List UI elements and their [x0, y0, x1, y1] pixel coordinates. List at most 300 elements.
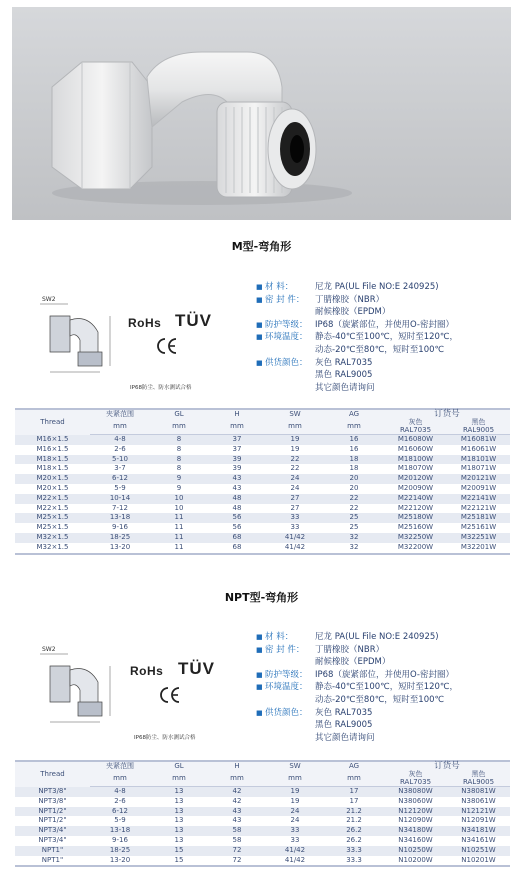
bullet-square-icon — [256, 382, 265, 395]
col-gl-unit: mm — [150, 418, 208, 435]
product-photo — [12, 7, 511, 220]
npt-spec-list — [256, 631, 506, 744]
bullet-square-icon — [256, 719, 265, 732]
ce-mark-icon — [159, 686, 181, 704]
cell-grey-order: N34180W — [398, 826, 433, 835]
table-row — [15, 474, 510, 484]
cell-ag: 25 — [349, 513, 359, 522]
cell-gl: 13 — [174, 835, 184, 844]
spec-label — [265, 732, 315, 745]
cell-gl: 11 — [174, 532, 184, 541]
cell-grey-order: M22140W — [397, 493, 434, 502]
spec-label — [265, 344, 315, 357]
spec-row — [256, 656, 506, 669]
cell-black-order: N38081W — [461, 787, 496, 795]
cell-sw: 41/42 — [284, 532, 306, 541]
table-row — [15, 807, 510, 817]
cell-thread: M25×1.5 — [36, 513, 69, 522]
cell-sw: 41/42 — [266, 856, 324, 867]
table-row — [15, 846, 510, 856]
cell-thread: M18×1.5 — [36, 464, 69, 473]
cell-thread: M22×1.5 — [36, 503, 69, 512]
cell-grey-order: M16060W — [397, 444, 434, 453]
cell-grey-order: M25160W — [397, 523, 434, 532]
bullet-square-icon — [256, 344, 265, 357]
m-order-table — [15, 408, 510, 555]
cell-grey-order: M18070W — [397, 464, 434, 473]
spec-label — [265, 656, 315, 669]
cell-sw: 41/42 — [284, 845, 306, 854]
spec-value: 黑色 RAL9005 — [315, 720, 373, 731]
cell-sw: 41/42 — [266, 543, 324, 554]
cell-h: 72 — [232, 845, 242, 854]
cell-gl: 15 — [150, 856, 208, 867]
bullet-square-icon — [256, 732, 265, 745]
spec-row — [256, 644, 506, 657]
col-gl: GL — [150, 761, 208, 770]
bullet-square-icon — [256, 369, 265, 382]
cell-grey-order: N10250W — [398, 845, 433, 854]
col-h: H — [208, 761, 266, 770]
cell-thread: M25×1.5 — [36, 523, 69, 532]
col-clamp: 夹紧范围 — [90, 409, 150, 418]
spec-value: 丁腈橡胶（NBR） — [315, 294, 385, 305]
cell-gl: 13 — [174, 796, 184, 805]
col-clamp-unit: mm — [90, 418, 150, 435]
table-row — [15, 797, 510, 807]
col-sw: SW — [266, 761, 324, 770]
table-row — [15, 484, 510, 494]
spec-row — [256, 357, 506, 370]
table-row — [15, 836, 510, 846]
cell-clamp: 3-7 — [114, 464, 126, 473]
npt-section-title: NPT型-弯角形 — [224, 591, 299, 604]
spec-row — [256, 331, 506, 344]
cell-black-order: M25181W — [460, 513, 497, 522]
cell-sw: 33 — [290, 826, 300, 835]
cell-clamp: 6-12 — [112, 474, 128, 483]
cell-thread: M32×1.5 — [36, 532, 69, 541]
spec-row — [256, 344, 506, 357]
cell-thread: M32×1.5 — [15, 543, 90, 554]
col-ag: AG — [324, 761, 384, 770]
tuv-mark: TÜV — [175, 311, 212, 330]
cell-black-order: M20121W — [460, 474, 497, 483]
table-row — [15, 513, 510, 523]
spec-label: 密 封 件： — [265, 644, 305, 655]
spec-row — [256, 369, 506, 382]
spec-value: IP68（旋紧部位，并使用O-密封圈） — [315, 319, 454, 330]
cell-gl: 11 — [174, 523, 184, 532]
cell-h: 39 — [232, 464, 242, 473]
cell-sw: 24 — [290, 806, 300, 815]
table-row — [15, 445, 510, 455]
cell-thread: NPT1" — [15, 856, 90, 867]
table-row — [15, 464, 510, 474]
cell-black-order: M32201W — [447, 543, 510, 554]
cell-sw: 27 — [290, 493, 300, 502]
cert-caption: IP68防尘、防水测试合格 — [130, 385, 192, 391]
cell-gl: 8 — [176, 435, 182, 443]
table-row — [15, 543, 510, 554]
col-gl-unit: mm — [150, 770, 208, 787]
cell-sw: 19 — [290, 435, 300, 443]
cell-clamp: 2-6 — [114, 444, 126, 453]
bullet-square-icon: ■ — [256, 333, 263, 342]
cell-sw: 24 — [290, 816, 300, 825]
cell-black-order: N10251W — [461, 845, 496, 854]
cell-h: 58 — [232, 826, 242, 835]
bullet-square-icon: ■ — [256, 645, 263, 654]
cell-h: 72 — [208, 856, 266, 867]
cell-thread: NPT1/2" — [38, 806, 67, 815]
table-row — [15, 533, 510, 543]
cell-grey-order: M20120W — [397, 474, 434, 483]
cell-grey-order: N38080W — [398, 787, 433, 795]
spec-row — [256, 319, 506, 332]
cell-black-order: N12091W — [461, 816, 496, 825]
col-h: H — [208, 409, 266, 418]
cell-ag: 26.2 — [346, 826, 362, 835]
bullet-square-icon — [256, 656, 265, 669]
cell-h: 56 — [232, 523, 242, 532]
cell-ag: 22 — [349, 503, 359, 512]
col-gl: GL — [150, 409, 208, 418]
cell-grey-order: M25180W — [397, 513, 434, 522]
cell-ag: 22 — [349, 493, 359, 502]
col-ag-unit: mm — [324, 770, 384, 787]
spec-value: IP68（旋紧部位，并使用O-密封圈） — [315, 669, 454, 680]
col-thread: Thread — [15, 409, 90, 435]
cell-sw: 19 — [290, 787, 300, 795]
spec-value: 动态-20℃至80℃，短时至100℃ — [315, 344, 445, 355]
cell-black-order: N34161W — [461, 835, 496, 844]
cell-sw: 19 — [290, 796, 300, 805]
col-black: 黑色 RAL9005 — [447, 418, 510, 435]
spec-row — [256, 382, 506, 395]
cell-thread: M20×1.5 — [36, 474, 69, 483]
cell-clamp: 10-14 — [109, 493, 131, 502]
table-row — [15, 787, 510, 797]
spec-value: 黑色 RAL9005 — [315, 370, 373, 381]
cell-ag: 26.2 — [346, 835, 362, 844]
cell-thread: NPT3/4" — [38, 835, 67, 844]
spec-row — [256, 694, 506, 707]
table-row — [15, 504, 510, 514]
cell-clamp: 9-16 — [112, 523, 128, 532]
table-row — [15, 435, 510, 445]
cell-black-order: N10201W — [447, 856, 510, 867]
cell-thread: NPT3/4" — [38, 826, 67, 835]
cell-clamp: 13-18 — [109, 513, 131, 522]
cell-h: 43 — [232, 806, 242, 815]
col-grey: 灰色 RAL7035 — [384, 418, 447, 435]
cell-sw: 24 — [290, 483, 300, 492]
bullet-square-icon — [256, 694, 265, 707]
table-row — [15, 494, 510, 504]
spec-value: 其它颜色请询问 — [315, 732, 375, 743]
cell-black-order: M16081W — [460, 435, 497, 443]
cell-gl: 11 — [174, 513, 184, 522]
cell-sw: 27 — [290, 503, 300, 512]
spec-row — [256, 281, 506, 294]
cell-ag: 20 — [349, 474, 359, 483]
cell-ag: 20 — [349, 483, 359, 492]
col-clamp-unit: mm — [90, 770, 150, 787]
spec-value: 动态-20℃至80℃，短时至100℃ — [315, 694, 445, 705]
bullet-square-icon — [256, 306, 265, 319]
cell-grey-order: N12090W — [398, 816, 433, 825]
cable-gland-photo — [12, 7, 511, 220]
cell-clamp: 7-12 — [112, 503, 128, 512]
cell-thread: NPT1/2" — [38, 816, 67, 825]
cell-grey-order: M22120W — [397, 503, 434, 512]
col-thread: Thread — [15, 761, 90, 787]
cell-gl: 15 — [174, 845, 184, 854]
cell-grey-order: M20090W — [397, 483, 434, 492]
spec-row — [256, 669, 506, 682]
col-order: 订货号 — [384, 761, 510, 770]
spec-row — [256, 631, 506, 644]
col-sw-unit: mm — [266, 418, 324, 435]
col-clamp: 夹紧范围 — [90, 761, 150, 770]
spec-label: 材 料： — [265, 282, 294, 292]
spec-value: 静态-40℃至100℃，短时至120℃， — [315, 332, 458, 343]
cell-gl: 8 — [176, 464, 182, 473]
cell-gl: 11 — [150, 543, 208, 554]
cell-ag: 18 — [349, 454, 359, 463]
spec-label: 防护等级： — [265, 669, 308, 680]
drawing-label-sw: SW2 — [42, 296, 56, 303]
cell-grey-order: M18100W — [397, 454, 434, 463]
spec-label — [265, 369, 315, 382]
cell-grey-order: M16080W — [397, 435, 434, 443]
cell-h: 37 — [232, 435, 242, 443]
cell-clamp: 13-20 — [90, 543, 150, 554]
table-row — [15, 455, 510, 465]
bullet-square-icon: ■ — [256, 295, 263, 304]
col-grey: 灰色 RAL7035 — [384, 770, 447, 787]
cell-gl: 13 — [174, 826, 184, 835]
col-black: 黑色 RAL9005 — [447, 770, 510, 787]
cell-black-order: N38061W — [461, 796, 496, 805]
col-h-unit: mm — [208, 770, 266, 787]
cell-ag: 32 — [324, 543, 384, 554]
cell-h: 58 — [232, 835, 242, 844]
cell-black-order: M22121W — [460, 503, 497, 512]
bullet-square-icon: ■ — [256, 283, 263, 291]
dimension-drawing-icon — [40, 642, 120, 730]
cell-ag: 16 — [349, 435, 359, 443]
cell-h: 42 — [232, 787, 242, 795]
cell-black-order: M18101W — [460, 454, 497, 463]
spec-label: 环境温度： — [265, 682, 308, 693]
rohs-mark: RoHs — [128, 316, 162, 330]
spec-label: 材 料： — [265, 632, 294, 642]
col-sw: SW — [266, 409, 324, 418]
cell-grey-order: N38060W — [398, 796, 433, 805]
cell-black-order: M25161W — [460, 523, 497, 532]
cell-black-order: M16061W — [460, 444, 497, 453]
cell-gl: 10 — [174, 493, 184, 502]
cell-gl: 10 — [174, 503, 184, 512]
cell-grey-order: M32200W — [384, 543, 447, 554]
spec-row — [256, 707, 506, 720]
cell-ag: 32 — [349, 532, 359, 541]
cell-sw: 22 — [290, 464, 300, 473]
bullet-square-icon: ■ — [256, 708, 263, 717]
spec-row — [256, 681, 506, 694]
spec-row — [256, 306, 506, 319]
cell-gl: 13 — [174, 787, 184, 795]
ce-mark-icon — [156, 337, 178, 355]
cell-thread: NPT1" — [41, 845, 64, 854]
cell-h: 43 — [232, 816, 242, 825]
cell-h: 37 — [232, 444, 242, 453]
col-h-unit: mm — [208, 418, 266, 435]
cell-black-order: M20091W — [460, 483, 497, 492]
spec-value: 丁腈橡胶（NBR） — [315, 644, 385, 655]
cell-sw: 33 — [290, 835, 300, 844]
cell-grey-order: N12120W — [398, 806, 433, 815]
spec-label: 防护等级： — [265, 319, 308, 330]
cell-black-order: M32251W — [460, 532, 497, 541]
cell-ag: 33.3 — [346, 845, 362, 854]
cell-grey-order: M32250W — [397, 532, 434, 541]
spec-row — [256, 732, 506, 745]
cell-gl: 8 — [176, 444, 182, 453]
spec-label — [265, 306, 315, 319]
cert-caption: IP68防尘、防水测试合格 — [134, 735, 196, 741]
cell-ag: 16 — [349, 444, 359, 453]
npt-order-table — [15, 760, 510, 867]
spec-value: 尼龙 PA(UL File NO:E 240925) — [315, 282, 439, 292]
spec-label: 环境温度： — [265, 332, 308, 343]
cell-sw: 24 — [290, 474, 300, 483]
table-row — [15, 826, 510, 836]
table-row — [15, 816, 510, 826]
cell-sw: 33 — [290, 523, 300, 532]
col-ag: AG — [324, 409, 384, 418]
cell-gl: 13 — [174, 816, 184, 825]
cell-h: 56 — [232, 513, 242, 522]
cell-clamp: 9-16 — [112, 835, 128, 844]
cell-black-order: N12121W — [461, 806, 496, 815]
cell-clamp: 5-9 — [114, 816, 126, 825]
table-row — [15, 523, 510, 533]
drawing-label-sw: SW2 — [42, 646, 56, 653]
cell-gl: 13 — [174, 806, 184, 815]
bullet-square-icon: ■ — [256, 670, 263, 679]
cell-black-order: M18071W — [460, 464, 497, 473]
cell-clamp: 5-9 — [114, 483, 126, 492]
bullet-square-icon: ■ — [256, 320, 263, 329]
cell-grey-order: N34160W — [398, 835, 433, 844]
spec-label: 密 封 件： — [265, 294, 305, 305]
table-row — [15, 856, 510, 867]
cell-h: 39 — [232, 454, 242, 463]
cell-black-order: N34181W — [461, 826, 496, 835]
cell-thread: NPT3/8" — [38, 786, 67, 795]
cell-clamp: 18-25 — [109, 532, 131, 541]
cell-clamp: 4-8 — [114, 787, 126, 795]
cell-clamp: 4-8 — [114, 435, 126, 443]
cell-ag: 33.3 — [324, 856, 384, 867]
spec-row — [256, 719, 506, 732]
cell-clamp: 5-10 — [112, 454, 128, 463]
spec-value: 耐候橡胶（EPDM） — [315, 307, 391, 318]
spec-row — [256, 294, 506, 307]
bullet-square-icon: ■ — [256, 683, 263, 692]
cell-clamp: 2-6 — [114, 796, 126, 805]
cell-gl: 9 — [176, 474, 182, 483]
cell-h: 68 — [208, 543, 266, 554]
spec-label — [265, 694, 315, 707]
col-sw-unit: mm — [266, 770, 324, 787]
cell-ag: 17 — [349, 787, 359, 795]
cell-ag: 18 — [349, 464, 359, 473]
dimension-drawing-icon — [40, 292, 120, 380]
cell-h: 43 — [232, 474, 242, 483]
cell-ag: 21.2 — [346, 806, 362, 815]
cell-h: 68 — [232, 532, 242, 541]
spec-value: 静态-40℃至100℃，短时至120℃， — [315, 682, 458, 693]
cell-gl: 8 — [176, 454, 182, 463]
cell-sw: 22 — [290, 454, 300, 463]
cell-h: 43 — [232, 483, 242, 492]
cell-h: 48 — [232, 503, 242, 512]
spec-value: 尼龙 PA(UL File NO:E 240925) — [315, 632, 439, 642]
cell-clamp: 13-18 — [109, 826, 131, 835]
cell-thread: M16×1.5 — [36, 434, 69, 443]
cell-thread: M18×1.5 — [36, 454, 69, 463]
cell-ag: 17 — [349, 796, 359, 805]
m-section-title: M型-弯角形 — [231, 240, 292, 253]
cell-clamp: 13-20 — [90, 856, 150, 867]
spec-value: 灰色 RAL7035 — [315, 357, 373, 368]
cell-black-order: M22141W — [460, 493, 497, 502]
spec-value: 其它颜色请询问 — [315, 382, 375, 393]
cell-grey-order: N10200W — [384, 856, 447, 867]
rohs-mark: RoHs — [130, 664, 164, 678]
cell-gl: 9 — [176, 483, 182, 492]
spec-label: 供货颜色： — [265, 707, 308, 718]
m-spec-list — [256, 281, 506, 394]
bullet-square-icon: ■ — [256, 358, 263, 367]
cell-clamp: 18-25 — [109, 845, 131, 854]
cell-ag: 25 — [349, 523, 359, 532]
cell-sw: 19 — [290, 444, 300, 453]
cell-thread: M16×1.5 — [36, 444, 69, 453]
spec-value: 灰色 RAL7035 — [315, 707, 373, 718]
spec-label — [265, 719, 315, 732]
cell-thread: M20×1.5 — [36, 483, 69, 492]
cell-h: 48 — [232, 493, 242, 502]
cell-sw: 33 — [290, 513, 300, 522]
cell-h: 42 — [232, 796, 242, 805]
col-ag-unit: mm — [324, 418, 384, 435]
cell-clamp: 6-12 — [112, 806, 128, 815]
spec-label — [265, 382, 315, 395]
spec-value: 耐候橡胶（EPDM） — [315, 657, 391, 668]
spec-label: 供货颜色： — [265, 357, 308, 368]
cell-thread: M22×1.5 — [36, 493, 69, 502]
bullet-square-icon: ■ — [256, 633, 263, 641]
col-order: 订货号 — [384, 409, 510, 418]
tuv-mark: TÜV — [178, 659, 215, 678]
cell-ag: 21.2 — [346, 816, 362, 825]
cell-thread: NPT3/8" — [38, 796, 67, 805]
